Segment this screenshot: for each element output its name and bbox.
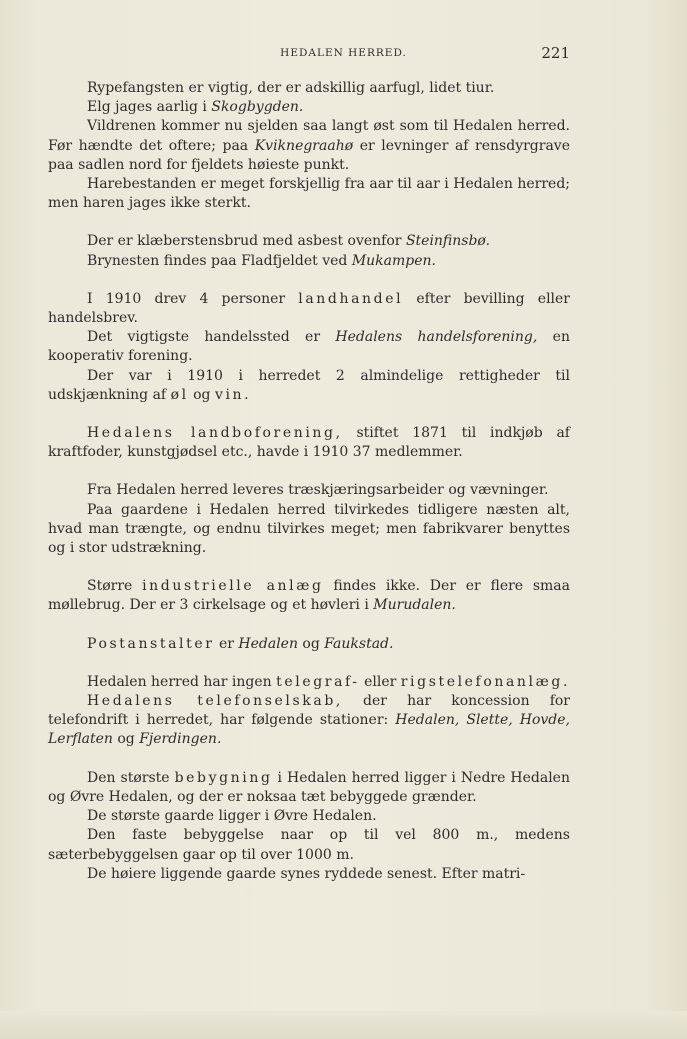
italic-name: Fjerdingen.: [139, 731, 222, 748]
spaced-term: landhandel: [298, 290, 404, 307]
body-text: [48, 79, 570, 884]
text-run: Vildrenen kommer nu sjelden saa langt øst som til Hedalen herred. Før hændte det oftere; paa: [48, 118, 570, 154]
paragraph-gap: [48, 750, 570, 769]
paragraph: [48, 577, 570, 615]
text-run: Der var i 1910 i herredet 2 almindelige rettigheder til udskjænkning af: [48, 367, 570, 403]
paragraph: [48, 328, 570, 366]
spaced-term: Hedalens landboforening,: [87, 425, 343, 442]
paragraph-gap: [48, 462, 570, 481]
spaced-term: øl: [170, 386, 189, 403]
italic-name: Skogbygden.: [211, 99, 304, 116]
italic-name: Kviknegraahø: [254, 137, 354, 154]
italic-name: Steinfinsbø.: [405, 233, 491, 250]
page-bottom-edge: [0, 1011, 687, 1039]
paragraph: [48, 769, 570, 807]
spaced-term: rigstelefonanlæg.: [400, 673, 570, 690]
text-run: Den faste bebyggelse naar op til vel 800 m., medens sæterbebyggelsen gaar op til over 1000 m.: [48, 827, 570, 863]
text-run: efter bevilling eller handelsbrev.: [48, 290, 570, 327]
paragraph-gap: [48, 616, 570, 635]
paragraph: [48, 117, 570, 175]
italic-name: Hedalens handelsforening,: [335, 329, 538, 346]
text-run: er: [214, 635, 239, 652]
text-run: Der er klæberstensbrud med asbest ovenfor: [87, 233, 406, 250]
paragraph: [48, 290, 570, 328]
paragraph-gap: [48, 213, 570, 232]
paragraph: [48, 692, 570, 750]
page-header: [0, 44, 687, 64]
paragraph: [48, 424, 570, 462]
paragraph: [48, 79, 570, 98]
italic-name: Hedalen, Slette, Hovde, Lerflaten: [48, 712, 570, 748]
text-run: Elg jages aarlig i: [87, 99, 212, 116]
text-run: Paa gaardene i Hedalen herred tilvirkedes tidligere næsten alt, hvad man trængte, og endnu tilvirkes meget; men fabrikvarer benyttes og i stor udstrækning.: [48, 501, 570, 557]
italic-name: Hedalen: [238, 635, 298, 652]
spaced-term: Postanstalter: [87, 635, 215, 652]
italic-name: Murudalen.: [373, 597, 456, 614]
spaced-term: Hedalens telefonselskab,: [87, 693, 343, 710]
italic-name: Mukampen.: [351, 252, 436, 269]
text-run: Større: [87, 578, 143, 595]
spaced-term: vin.: [214, 386, 252, 403]
italic-name: Faukstad.: [324, 635, 394, 652]
text-run: en kooperativ forening.: [48, 329, 570, 365]
text-run: og: [297, 635, 325, 652]
paragraph: [48, 635, 570, 654]
text-run: Fra Hedalen herred leveres træskjæringsarbeider og vævninger.: [87, 482, 549, 499]
text-run: findes ikke. Der er flere smaa møllebrug. Der er 3 cirkelsage og et høvleri i: [48, 578, 570, 614]
spaced-term: telegraf-: [276, 673, 360, 690]
paragraph: [48, 232, 570, 251]
paragraph: [48, 673, 570, 692]
text-run: og: [188, 386, 215, 403]
text-run: i Hedalen herred ligger i Nedre Hedalen og Øvre Hedalen, og der er noksaa tæt bebyggede grænder.: [48, 769, 570, 805]
text-run: Det vigtigste handelssted er: [87, 329, 336, 346]
paragraph: [48, 98, 570, 117]
paragraph-gap: [48, 271, 570, 290]
text-run: Rypefangsten er vigtig, der er adskillig aarfugl, lidet tiur.: [87, 80, 495, 96]
paragraph: [48, 481, 570, 500]
paragraph-gap: [48, 405, 570, 424]
page-number: 221: [541, 44, 570, 62]
paragraph: [48, 175, 570, 213]
spaced-term: industrielle anlæg: [142, 578, 324, 595]
text-run: De største gaarde ligger i Øvre Hedalen.: [87, 808, 377, 825]
paragraph: [48, 367, 570, 405]
paragraph: [48, 826, 570, 864]
text-run: Den største: [87, 769, 175, 786]
text-run: Brynesten findes paa Fladfjeldet ved: [87, 252, 352, 269]
text-run: er levninger af rensdyrgrave paa sadlen nord for fjeldets høieste punkt.: [48, 137, 570, 173]
paragraph: [48, 807, 570, 826]
text-run: og: [112, 731, 140, 748]
spaced-term: bebygning: [174, 769, 273, 786]
text-run: I 1910 drev 4 personer: [87, 290, 299, 307]
paragraph-gap: [48, 654, 570, 673]
text-run: eller: [359, 673, 401, 690]
paragraph-gap: [48, 558, 570, 577]
text-run: der har koncession for telefondrift i herredet, har følgende stationer:: [48, 693, 570, 729]
paragraph: [48, 501, 570, 559]
paragraph: [48, 252, 570, 271]
text-run: Harebestanden er meget forskjellig fra aar til aar i Hedalen herred; men haren jages ikke sterkt.: [48, 176, 570, 212]
paragraph: [48, 865, 570, 884]
text-run: Hedalen herred har ingen: [87, 673, 277, 690]
running-head: HEDALEN HERRED.: [280, 47, 407, 59]
text-run: De høiere liggende gaarde synes ryddede senest. Efter matri-: [87, 865, 526, 882]
text-run: stiftet 1871 til indkjøb af kraftfoder, kunstgjødsel etc., havde i 1910 37 medlemmer.: [48, 425, 570, 461]
